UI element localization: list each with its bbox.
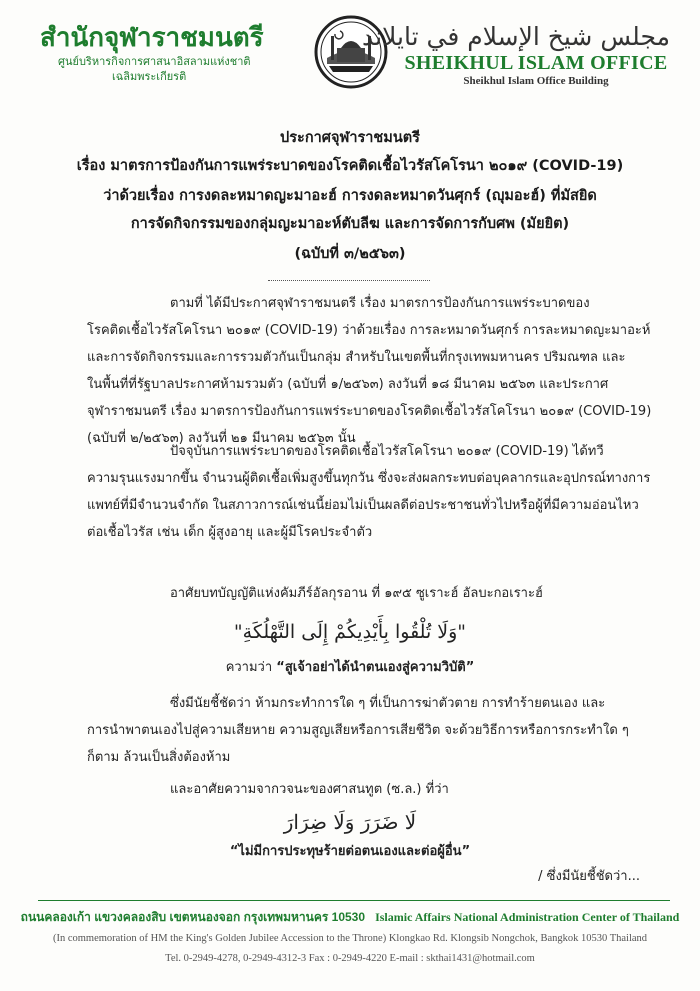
paragraph-line: ตามที่ ได้มีประกาศจุฬาราชมนตรี เรื่อง มาตรการป้องกันการแพร่ระบาดของ (170, 296, 590, 311)
announcement-number: (ฉบับที่ ๓/๒๕๖๓) (294, 246, 406, 262)
hadith-arabic: لَا ضَرَرَ وَلَا ضِرَارَ (283, 810, 417, 834)
paragraph-line: ซึ่งมีนัยชี้ชัดว่า ห้ามกระทำการใด ๆ ที่เป็นการฆ่าตัวตาย การทำร้ายตนเอง และ (170, 696, 606, 711)
paragraph-line: โรคติดเชื้อไวรัสโคโรนา ๒๐๑๙ (COVID-19) ว่าด้วยเรื่อง การละหมาดวันศุกร์ การละหมาดญะมาอะห์ (87, 323, 651, 338)
paragraph-line: และอาศัยความจากวจนะของศาสนทูต (ซ.ล.) ที่ว่า (170, 782, 449, 797)
paragraph-line: การนำพาตนเองไปสู่ความเสียหาย ความสูญเสียหรือการเสียชีวิต จะด้วยวิธีการหรือการกระทำใด ๆ (87, 723, 629, 738)
arabic-office-title: مجلس شيخ الإسلام في تايلاند (362, 22, 670, 51)
footer-commemoration: (In commemoration of HM the King's Golden Jubilee Accession to the Throne) Klongkao Rd. Klongsib Nongchok, Bangkok 10530 Thailand (52, 933, 648, 944)
announcement-subject-line-3: การจัดกิจกรรมของกลุ่มญะมาอะห์ตับลีฆ และการจัดการกับศพ (มัยยิต) (130, 216, 570, 232)
paragraph-line: แพทย์ที่มีจำนวนจำกัด ในสภาวการณ์เช่นนี้ย่อมไม่เป็นผลดีต่อประชาชนทั่วไปหรือผู้ที่มีความอ่อนไหว (87, 498, 639, 513)
paragraph-line: ในพื้นที่ที่รัฐบาลประกาศห้ามรวมตัว (ฉบับที่ ๑/๒๕๖๓) ลงวันที่ ๑๘ มีนาคม ๒๕๖๓ และประกาศ (87, 377, 609, 392)
paragraph-2 (87, 438, 657, 546)
continuation-note: / ซึ่งมีนัยชี้ชัดว่า... (538, 869, 640, 884)
announcement-title: ประกาศจุฬาราชมนตรี (280, 130, 420, 146)
quran-verse-meaning (0, 656, 700, 677)
paragraph-line: จุฬาราชมนตรี เรื่อง มาตรการป้องกันการแพร่ระบาดของโรคติดเชื้อไวรัสโคโรนา ๒๐๑๙ (COVID-19) (87, 404, 652, 419)
paragraph-line: อาศัยบทบัญญัติแห่งคัมภีร์อัลกุรอาน ที่ ๑๙๕ ซูเราะฮ์ อัลบะกอเราะฮ์ (170, 586, 543, 601)
paragraph-line: และการจัดกิจกรรมและการรวมตัวกันเป็นกลุ่ม สำหรับในเขตพื้นที่กรุงเทพมหานคร ปริมณฑล และ (87, 350, 626, 365)
paragraph-line: ปัจจุบันการแพร่ระบาดของโรคติดเชื้อไวรัสโคโรนา ๒๐๑๙ (COVID-19) ได้ทวี (170, 444, 604, 459)
paragraph-5 (87, 776, 657, 803)
paragraph-line: ก็ตาม ล้วนเป็นสิ่งต้องห้าม (87, 750, 231, 765)
paragraph-4 (87, 690, 657, 771)
letterhead-thai (40, 22, 315, 84)
footer-contact: Tel. 0-2949-4278, 0-2949-4312-3 Fax : 0-2949-4220 E-mail : skthai1431@hotmail.com (165, 953, 535, 964)
hadith-meaning: “ไม่มีการประทุษร้ายต่อตนเองและต่อผู้อื่น” (229, 844, 471, 859)
footer-center-name: Islamic Affairs National Administration Center of Thailand (375, 910, 680, 924)
quran-verse-arabic: "وَلَا تُلْقُوا بِأَيْدِيكُمْ إِلَى التَّهْلُكَةِ" (233, 621, 467, 643)
letterhead-english (362, 22, 670, 88)
paragraph-line: ต่อเชื้อไวรัส เช่น เด็ก ผู้สูงอายุ และผู้มีโรคประจำตัว (87, 525, 373, 540)
meaning-text: “สูเจ้าอย่าได้นำตนเองสู่ความวิบัติ” (276, 660, 475, 675)
thai-office-subtitle-2: เฉลิมพระเกียรติ (112, 70, 187, 83)
paragraph-1 (87, 290, 657, 452)
thai-office-title: สำนักจุฬาราชมนตรี (40, 23, 264, 53)
footer-address-thai: ถนนคลองเก้า แขวงคลองสิบ เขตหนองจอก กรุงเทพมหานคร 10530 (20, 910, 366, 924)
footer-address (0, 908, 700, 927)
footer-divider (38, 900, 670, 901)
paragraph-line: (ฉบับที่ ๒/๒๕๖๓) ลงวันที่ ๒๑ มีนาคม ๒๕๖๓ นั้น (87, 431, 356, 446)
dotted-divider (268, 280, 430, 281)
thai-office-subtitle-1: ศูนย์บริหารกิจการศาสนาอิสลามแห่งชาติ (58, 55, 251, 68)
announcement-subject-line-2: ว่าด้วยเรื่อง การงดละหมาดญะมาอะฮ์ การงดละหมาดวันศุกร์ (ญุมอะฮ์) ที่มัสยิด (103, 188, 597, 204)
paragraph-3 (87, 580, 657, 607)
english-office-title: SHEIKHUL ISLAM OFFICE (404, 52, 668, 74)
paragraph-line: ความรุนแรงมากขึ้น จำนวนผู้ติดเชื้อเพิ่มสูงขึ้นทุกวัน ซึ่งจะส่งผลกระทบต่อบุคลากรและอุปกรณ์ทางการ (87, 471, 651, 486)
announcement-subject: เรื่อง มาตรการป้องกันการแพร่ระบาดของโรคติดเชื้อไวรัสโคโรนา ๒๐๑๙ (COVID-19) (76, 158, 624, 174)
english-office-subtitle: Sheikhul Islam Office Building (463, 75, 609, 87)
meaning-prefix: ความว่า (225, 660, 273, 675)
